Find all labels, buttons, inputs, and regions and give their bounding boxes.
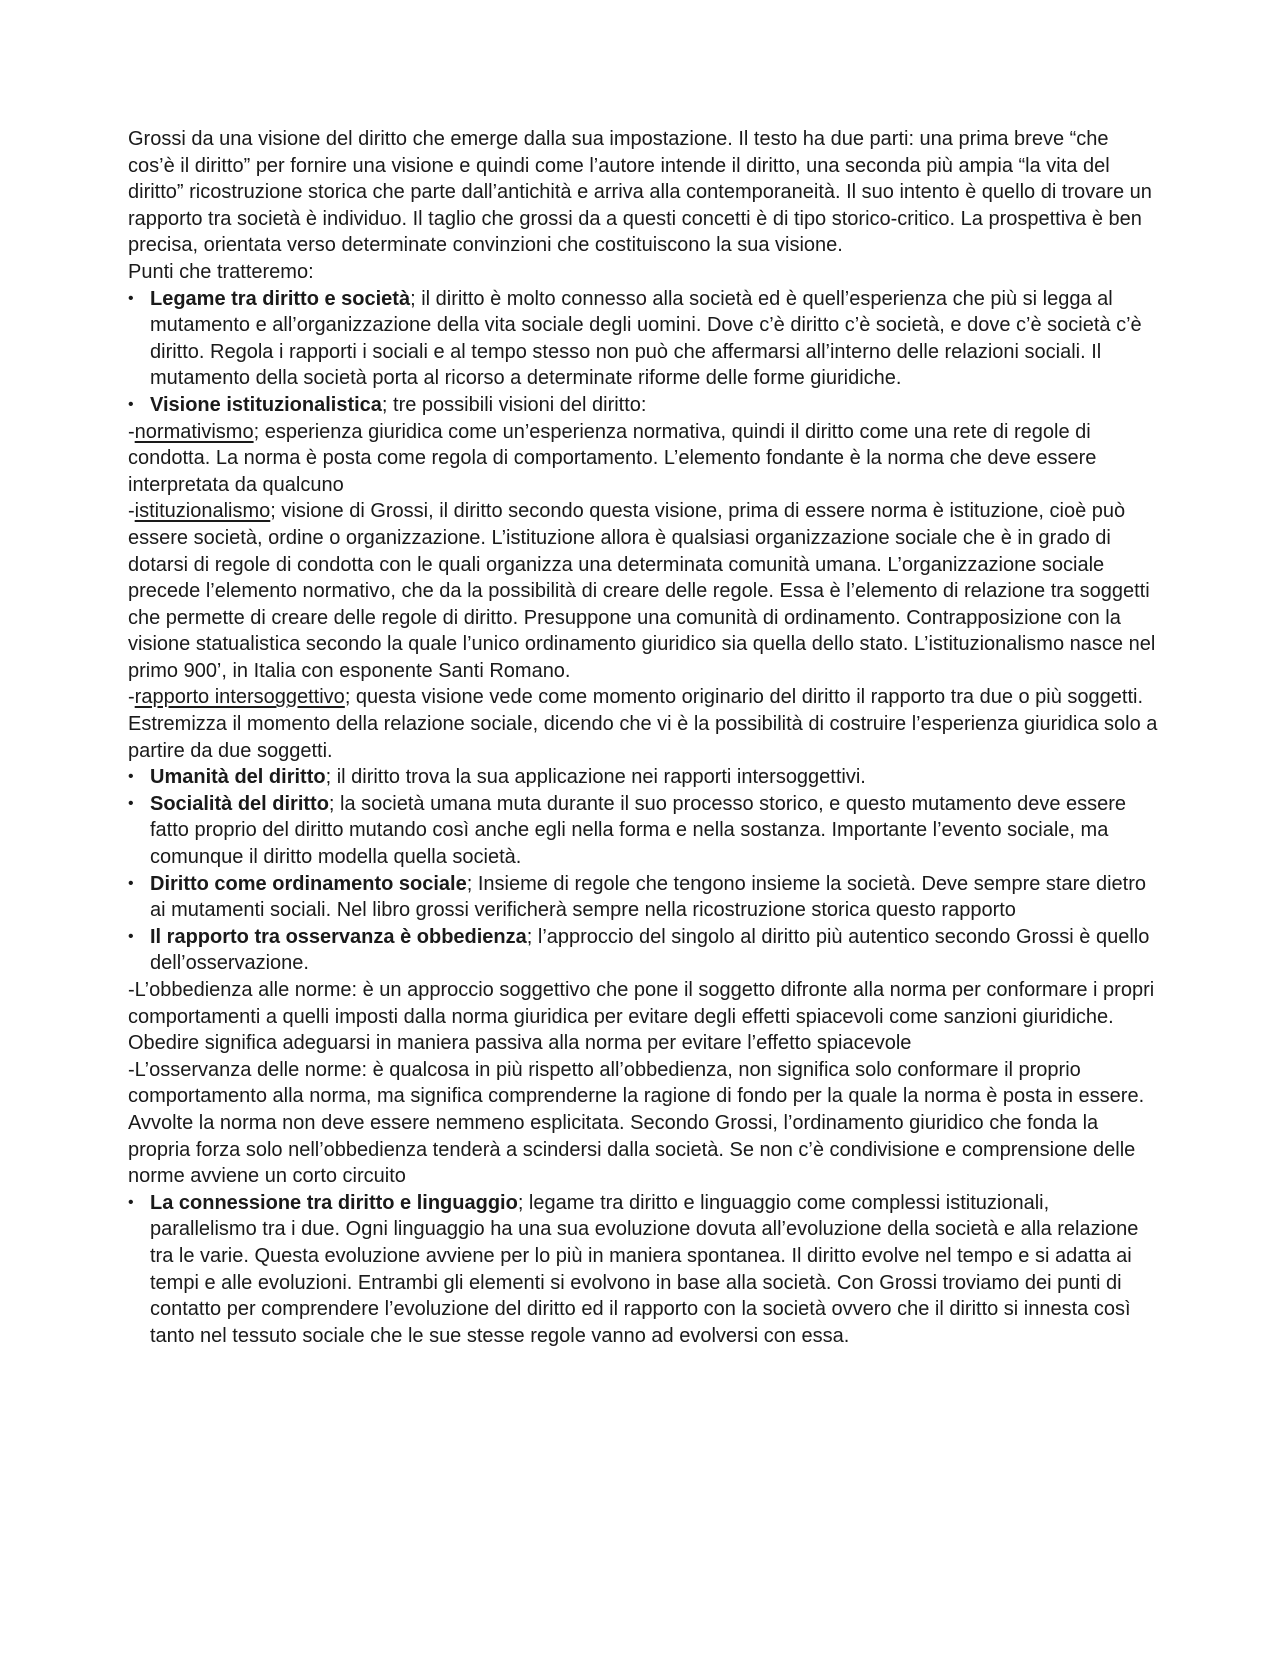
bullet-glyph: • (128, 768, 134, 786)
bullet-text: ; il diritto è molto connesso alla società ed è quell’esperienza che più si legga al mutamento e all’organizzazione della vita sociale degli uomini. Dove c’è diritto c’è società, e dove c’è società c’è diritto. Regola i rapporti i sociali e al tempo stesso non può che affermarsi all’interno delle relazioni sociali. Il mutamento della società porta al ricorso a determinate riforme delle forme giuridiche. (150, 287, 1142, 390)
osservanza-paragraph: -L’osservanza delle norme: è qualcosa in più rispetto all’obbedienza, non significa solo conformare il proprio comportamento alla norma, ma significa comprenderne la ragione di fondo per la quale la norma è posta in essere. Avvolte la norma non deve essere nemmeno esplicitata. Secondo Grossi, l’ordinamento giuridico che fonda la propria forza solo nell’obbedienza tenderà a scindersi dalla società. Se non c’è condivisione e comprensione delle norme avviene un corto circuito (128, 1058, 1145, 1188)
vision-text: ; esperienza giuridica come un’esperienza normativa, quindi il diritto come una rete di regole di condotta. La norma è posta come regola di comportamento. L’elemento fondante è la norma che deve essere interpretata da qualcuno (128, 420, 1097, 496)
bullet-item-linguaggio (128, 1190, 1158, 1350)
bullet-text: ; legame tra diritto e linguaggio come complessi istituzionali, parallelismo tra i due. Ogni linguaggio ha una sua evoluzione dovuta all’evoluzione della società e alla relazione tra le varie. Questa evoluzione avviene per lo più in maniera spontanea. Il diritto evolve nel tempo e si adatta ai tempi e alle evoluzioni. Entrambi gli elementi si evolvono in base alla società. Con Grossi troviamo dei punti di contatto per comprendere l’evoluzione del diritto ed il rapporto con la società ovvero che il diritto si innesta così tanto nel tessuto sociale che le sue stesse regole vanno ad evolversi con essa. (150, 1191, 1139, 1347)
bullet-text: ; l’approccio del singolo al diritto più autentico secondo Grossi è quello dell’osservazione. (150, 925, 1150, 975)
vision-text: ; questa visione vede come momento originario del diritto il rapporto tra due o più soggetti. Estremizza il momento della relazione sociale, dicendo che vi è la possibilità di costruire l’esperienza giuridica solo a partire da due soggetti. (128, 686, 1158, 762)
vision-istituzionalismo (128, 498, 1158, 684)
bullet-item-osservanza (128, 924, 1158, 977)
vision-dash: - (128, 686, 135, 709)
bullet-glyph: • (128, 874, 134, 892)
obbedienza-paragraph: -L’obbedienza alle norme: è un approccio soggettivo che pone il soggetto difronte alla norma per conformare i propri comportamenti a quelli imposti dalla norma giuridica per evitare degli effetti spiacevoli come sanzioni giuridiche. Obedire significa adeguarsi in maniera passiva alla norma per evitare l’effetto spiacevole (128, 979, 1155, 1055)
bullet-item-umanita (128, 764, 1158, 791)
bullet-title: Legame tra diritto e società (150, 287, 411, 310)
vision-term: istituzionalismo (134, 500, 271, 523)
bullet-item-ordinamento (128, 871, 1158, 924)
bullet-title: Umanità del diritto (150, 766, 326, 789)
document-page (128, 126, 1158, 1349)
bullet-text: ; il diritto trova la sua applicazione nei rapporti intersoggettivi. (325, 766, 866, 789)
intro-paragraph: Grossi da una visione del diritto che emerge dalla sua impostazione. Il testo ha due parti: una prima breve “che cos’è il diritto” per fornire una visione e quindi come l’autore intende il diritto, una seconda più ampia “la vita del diritto” ricostruzione storica che parte dall’antichità e arriva alla contemporaneità. Il suo intento è quello di trovare un rapporto tra società è individuo. Il taglio che grossi da a questi concetti è di tipo storico-critico. La prospettiva è ben precisa, orientata verso determinate convinzioni che costituiscono la sua visione. (128, 128, 1152, 257)
bullet-text: ; la società umana muta durante il suo processo storico, e questo mutamento deve essere fatto proprio del diritto mutando così anche egli nella forma e nella sostanza. Importante l’evento sociale, ma comunque il diritto modella quella società. (150, 792, 1127, 869)
bullet-item-socialita (128, 791, 1158, 871)
bullet-glyph: • (128, 289, 134, 307)
bullet-item-visione (128, 392, 1158, 419)
bullet-text: ; tre possibili visioni del diritto: (381, 393, 647, 416)
bullet-item-legame (128, 286, 1158, 392)
bullet-glyph: • (128, 794, 134, 812)
vision-normativismo (128, 419, 1158, 499)
bullet-title: Socialità del diritto (150, 792, 329, 815)
vision-dash: - (128, 500, 135, 523)
bullet-glyph: • (128, 1193, 134, 1211)
bullet-title: Visione istituzionalistica (150, 393, 382, 416)
vision-rapporto (128, 684, 1158, 764)
vision-term: rapporto intersoggettivo (134, 686, 345, 709)
bullet-text: ; Insieme di regole che tengono insieme la società. Deve sempre stare dietro ai mutamenti sociali. Nel libro grossi verificherà sempre nella ricostruzione storica questo rapporto (150, 872, 1146, 922)
bullet-glyph: • (128, 395, 134, 413)
vision-term: normativismo (134, 420, 254, 443)
bullet-title: Diritto come ordinamento sociale (150, 872, 467, 895)
bullet-glyph: • (128, 927, 134, 945)
points-heading: Punti che tratteremo: (128, 260, 314, 283)
bullet-title: La connessione tra diritto e linguaggio (150, 1191, 518, 1214)
vision-dash: - (128, 420, 135, 443)
vision-text: ; visione di Grossi, il diritto secondo questa visione, prima di essere norma è istituzione, cioè può essere società, ordine o organizzazione. L’istituzione allora è qualsiasi organizzazione sociale che è in grado di dotarsi di regole di condotta con le quali organizza una determinata comunità umana. L’organizzazione sociale precede l’elemento normativo, che da la possibilità di creare delle regole. Essa è l’elemento di relazione tra soggetti che permette di creare delle regole di diritto. Presuppone una comunità di ordinamento. Contrapposizione con la visione statualistica secondo la quale l’unico ordinamento giuridico sia quella dello stato. L’istituzionalismo nasce nel primo 900’, in Italia con esponente Santi Romano. (128, 500, 1156, 682)
bullet-title: Il rapporto tra osservanza è obbedienza (150, 925, 527, 948)
